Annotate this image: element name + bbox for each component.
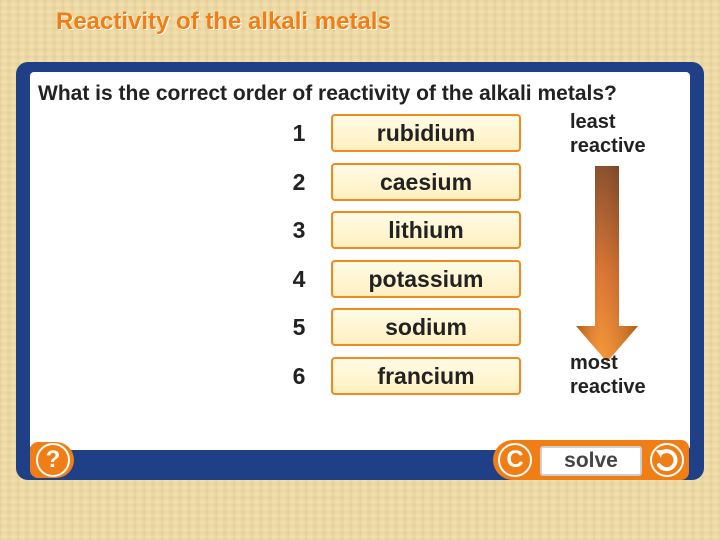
metal-card-caesium[interactable]: caesium <box>331 163 521 201</box>
most-label-line2: reactive <box>570 376 646 398</box>
reset-button[interactable] <box>650 443 684 477</box>
least-label-line1: least <box>570 111 616 133</box>
clear-button[interactable] <box>498 443 532 477</box>
solve-button[interactable]: solve <box>540 446 642 476</box>
clear-c-icon: C <box>506 446 524 473</box>
reactivity-arrow-icon <box>576 166 638 362</box>
rank-number: 1 <box>292 120 306 146</box>
question-text: What is the correct order of reactivity of the alkali metals? <box>38 82 617 105</box>
slide-title: Reactivity of the alkali metals <box>56 8 391 35</box>
most-reactive-label <box>570 351 646 399</box>
help-button[interactable] <box>36 443 70 477</box>
question-mark-icon: ? <box>45 446 61 473</box>
most-label-line1: most <box>570 352 618 374</box>
least-reactive-label <box>570 110 646 158</box>
rank-number: 4 <box>292 266 306 292</box>
metal-card-potassium[interactable]: potassium <box>331 260 521 298</box>
metal-card-lithium[interactable]: lithium <box>331 211 521 249</box>
rank-number: 5 <box>292 314 306 340</box>
metal-card-francium[interactable]: francium <box>331 357 521 395</box>
metal-card-rubidium[interactable]: rubidium <box>331 114 521 152</box>
rank-number: 3 <box>292 217 306 243</box>
rank-number: 2 <box>292 169 306 195</box>
rank-number: 6 <box>292 363 306 389</box>
least-label-line2: reactive <box>570 135 646 157</box>
undo-arrow-icon <box>652 445 682 475</box>
metal-card-sodium[interactable]: sodium <box>331 308 521 346</box>
